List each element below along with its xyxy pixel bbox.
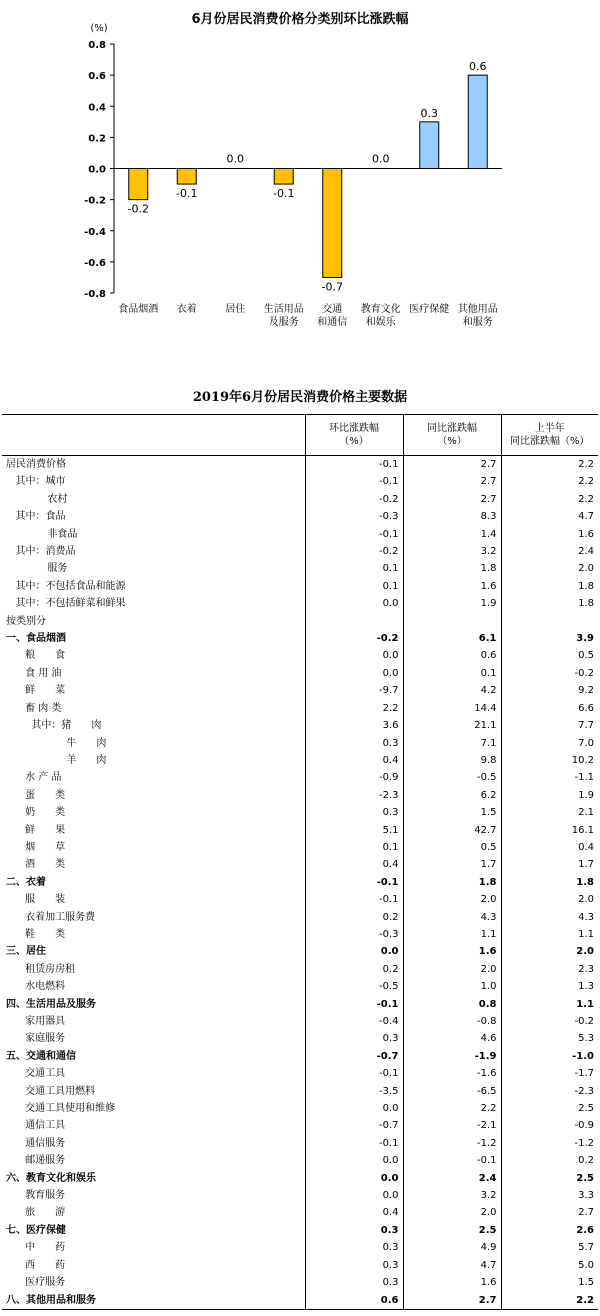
table-row	[2, 926, 598, 943]
ytd-value: 2.4	[501, 543, 598, 560]
mom-value: -0.1	[305, 874, 403, 891]
mom-value: -0.1	[305, 1135, 403, 1152]
table-row	[2, 787, 598, 804]
x-tick-label: 和服务	[462, 317, 493, 328]
row-label: 服 装	[6, 894, 66, 906]
bar-value-label: -0.2	[127, 202, 149, 216]
ytd-value: 5.3	[501, 1030, 598, 1047]
mom-value: 0.3	[305, 1257, 403, 1274]
row-label: 居民消费价格	[6, 459, 66, 470]
mom-value: -0.1	[305, 456, 403, 474]
mom-value: 0.0	[305, 1187, 403, 1204]
table-row	[2, 647, 598, 664]
y-tick-label: 0.2	[88, 133, 106, 145]
ytd-value: -1.1	[501, 769, 598, 786]
table-row	[2, 456, 598, 474]
ytd-value: -0.2	[501, 1013, 598, 1030]
mom-value: -0.1	[305, 473, 403, 490]
table-row	[2, 856, 598, 873]
yoy-value	[403, 613, 501, 630]
table-row	[2, 1222, 598, 1239]
ytd-value: 1.1	[501, 996, 598, 1013]
bar	[420, 122, 439, 169]
yoy-value: 2.4	[403, 1170, 501, 1187]
row-label: 烟 草	[6, 841, 66, 853]
table-row	[2, 473, 598, 490]
table-row	[2, 1239, 598, 1256]
mom-value: -0.2	[305, 491, 403, 508]
row-label: 服务	[6, 563, 68, 575]
yoy-value: 0.1	[403, 665, 501, 682]
table-row	[2, 1152, 598, 1169]
chart-title: 6月份居民消费价格分类别环比涨跌幅	[191, 12, 409, 27]
table-row	[2, 891, 598, 908]
mom-value: 0.6	[305, 1292, 403, 1310]
mom-value: 0.0	[305, 665, 403, 682]
table-row	[2, 1117, 598, 1134]
ytd-value: 2.2	[501, 1292, 598, 1310]
yoy-value: 8.3	[403, 508, 501, 525]
row-label: 交通工具	[6, 1068, 66, 1080]
yoy-value: 3.2	[403, 1187, 501, 1204]
yoy-value: 1.0	[403, 978, 501, 995]
table-row	[2, 543, 598, 560]
row-label: 非食品	[6, 528, 78, 540]
table-title: 2019年6月份居民消费价格主要数据	[192, 390, 408, 405]
ytd-value: 1.1	[501, 926, 598, 943]
mom-value: -0.1	[305, 526, 403, 543]
table-row	[2, 839, 598, 856]
ytd-value: 3.9	[501, 630, 598, 647]
mom-value: -0.2	[305, 543, 403, 560]
table-row	[2, 874, 598, 891]
table-row	[2, 804, 598, 821]
row-label: 教育服务	[6, 1190, 66, 1202]
header-text: （%）	[437, 436, 467, 447]
yoy-value: 4.2	[403, 682, 501, 699]
y-tick-label: -0.6	[84, 257, 106, 269]
table-row	[2, 1170, 598, 1187]
row-label: 租赁房房租	[6, 963, 76, 975]
mom-value: -0.1	[305, 891, 403, 908]
y-tick-label: 0.0	[88, 164, 106, 176]
table-row	[2, 822, 598, 839]
yoy-value: 0.5	[403, 839, 501, 856]
ytd-value: 2.2	[501, 491, 598, 508]
yoy-value: 9.8	[403, 752, 501, 769]
bar	[177, 169, 196, 185]
row-label: 其中：消费品	[6, 546, 76, 558]
ytd-value: -1.7	[501, 1065, 598, 1082]
x-tick-label: 衣着	[176, 304, 197, 315]
x-tick-label: 医疗保健	[409, 304, 450, 315]
table-row	[2, 613, 598, 630]
table-row	[2, 1135, 598, 1152]
yoy-value: 21.1	[403, 717, 501, 734]
row-label: 按类别分	[6, 615, 46, 627]
mom-value: -0.4	[305, 1013, 403, 1030]
mom-value: -3.5	[305, 1083, 403, 1100]
row-label: 水电燃料	[6, 981, 66, 993]
bar-value-label: -0.7	[321, 280, 343, 294]
yoy-value: -2.1	[403, 1117, 501, 1134]
ytd-value: 1.8	[501, 595, 598, 612]
mom-value: 0.3	[305, 1222, 403, 1239]
mom-value: 0.4	[305, 752, 403, 769]
ytd-value: 16.1	[501, 822, 598, 839]
yoy-value: -6.5	[403, 1083, 501, 1100]
mom-value: 2.2	[305, 700, 403, 717]
mom-value: 0.3	[305, 1239, 403, 1256]
table-row	[2, 508, 598, 525]
ytd-value: 3.3	[501, 1187, 598, 1204]
header-text: （%）	[339, 436, 369, 447]
yoy-value: 3.2	[403, 543, 501, 560]
row-label: 酒 类	[6, 859, 66, 871]
cpi-data-table	[2, 414, 598, 1310]
row-label: 西 药	[6, 1259, 66, 1271]
y-tick-label: 0.6	[88, 71, 106, 83]
mom-value: -0.1	[305, 996, 403, 1013]
yoy-value: 4.6	[403, 1030, 501, 1047]
ytd-value: 1.7	[501, 856, 598, 873]
ytd-value: 1.5	[501, 1274, 598, 1291]
header-cell	[2, 415, 305, 456]
ytd-value	[501, 613, 598, 630]
row-label: 奶 类	[6, 807, 66, 819]
mom-value: -2.3	[305, 787, 403, 804]
row-label: 邮递服务	[6, 1155, 66, 1167]
ytd-value: 2.5	[501, 1100, 598, 1117]
row-label: 交通工具用燃料	[6, 1085, 96, 1097]
row-label: 鲜 果	[6, 824, 66, 836]
yoy-value: 0.8	[403, 996, 501, 1013]
mom-value: -0.7	[305, 1117, 403, 1134]
bar-chart	[0, 0, 600, 340]
mom-value: 0.1	[305, 560, 403, 577]
ytd-value: -1.0	[501, 1048, 598, 1065]
row-label: 其中：城市	[6, 476, 66, 488]
header-text: 上半年	[534, 423, 565, 434]
mom-value: 0.3	[305, 735, 403, 752]
table-row	[2, 682, 598, 699]
header-text: 环比涨跌幅	[329, 423, 379, 434]
bar-value-label: 0.3	[420, 106, 438, 120]
mom-value: 5.1	[305, 822, 403, 839]
row-label: 羊 肉	[6, 754, 107, 766]
y-axis-unit: (%)	[90, 23, 108, 34]
table-row	[2, 578, 598, 595]
table-row	[2, 1013, 598, 1030]
ytd-value: 2.6	[501, 1222, 598, 1239]
row-label: 蛋 类	[6, 789, 66, 801]
row-label: 农村	[6, 493, 68, 505]
yoy-value: -0.8	[403, 1013, 501, 1030]
mom-value: 0.0	[305, 647, 403, 664]
yoy-value: -0.1	[403, 1152, 501, 1169]
mom-value: -0.9	[305, 769, 403, 786]
mom-value: -0.7	[305, 1048, 403, 1065]
x-tick-label: 交通	[322, 304, 343, 315]
row-label: 其中：不包括鲜菜和鲜果	[6, 598, 126, 610]
row-label: 六、教育文化和娱乐	[6, 1172, 96, 1184]
yoy-value: 4.7	[403, 1257, 501, 1274]
yoy-value: -0.5	[403, 769, 501, 786]
table-row	[2, 1100, 598, 1117]
yoy-value: 1.7	[403, 856, 501, 873]
ytd-value: 2.1	[501, 804, 598, 821]
mom-value: 0.4	[305, 1204, 403, 1221]
yoy-value: 2.0	[403, 961, 501, 978]
row-label: 七、医疗保健	[6, 1224, 66, 1236]
mom-value: -0.1	[305, 1065, 403, 1082]
y-tick-label: -0.2	[84, 195, 106, 207]
yoy-value: -1.2	[403, 1135, 501, 1152]
yoy-value: 2.0	[403, 1204, 501, 1221]
bar-value-label: -0.1	[176, 187, 198, 201]
x-tick-label: 和娱乐	[365, 317, 396, 328]
mom-value: -0.3	[305, 926, 403, 943]
yoy-value: 6.1	[403, 630, 501, 647]
ytd-value: 7.7	[501, 717, 598, 734]
ytd-value: 9.2	[501, 682, 598, 699]
yoy-value: 6.2	[403, 787, 501, 804]
table-row	[2, 735, 598, 752]
y-tick-label: -0.8	[84, 289, 106, 300]
header-cell	[305, 415, 403, 456]
table-row	[2, 1274, 598, 1291]
table-row	[2, 491, 598, 508]
bar-value-label: 0.6	[469, 60, 487, 74]
ytd-value: 1.8	[501, 874, 598, 891]
table-row	[2, 630, 598, 647]
ytd-value: 2.2	[501, 473, 598, 490]
row-label: 鲜 菜	[6, 685, 66, 697]
row-label: 通信服务	[6, 1137, 66, 1149]
table-row	[2, 560, 598, 577]
mom-value: 0.0	[305, 1170, 403, 1187]
ytd-value: 1.3	[501, 978, 598, 995]
header-cell	[403, 415, 501, 456]
mom-value: 0.2	[305, 909, 403, 926]
ytd-value: 1.8	[501, 578, 598, 595]
mom-value: 0.0	[305, 1100, 403, 1117]
mom-value: 0.3	[305, 804, 403, 821]
table-body	[2, 456, 598, 1310]
header-text: 同比涨跌幅	[427, 423, 477, 434]
ytd-value: -0.2	[501, 665, 598, 682]
mom-value: -9.7	[305, 682, 403, 699]
table-row	[2, 943, 598, 960]
ytd-value: 5.7	[501, 1239, 598, 1256]
ytd-value: 6.6	[501, 700, 598, 717]
table-row	[2, 595, 598, 612]
x-tick-label: 居住	[225, 304, 246, 315]
ytd-value: 7.0	[501, 735, 598, 752]
header-cell	[501, 415, 598, 456]
ytd-value: 1.6	[501, 526, 598, 543]
mom-value	[305, 613, 403, 630]
yoy-value: 4.3	[403, 909, 501, 926]
ytd-value: -2.3	[501, 1083, 598, 1100]
y-tick-label: 0.4	[88, 102, 106, 114]
table-row	[2, 909, 598, 926]
mom-value: 0.0	[305, 943, 403, 960]
bar	[274, 169, 293, 185]
bar	[468, 75, 487, 168]
y-tick-label: 0.8	[88, 40, 106, 51]
table-row	[2, 1030, 598, 1047]
ytd-value: 10.2	[501, 752, 598, 769]
yoy-value: 0.6	[403, 647, 501, 664]
x-tick-label: 和通信	[317, 317, 348, 328]
mom-value: 0.2	[305, 961, 403, 978]
yoy-value: 2.0	[403, 891, 501, 908]
table-row	[2, 978, 598, 995]
mom-value: -0.2	[305, 630, 403, 647]
yoy-value: 4.9	[403, 1239, 501, 1256]
yoy-value: 1.5	[403, 804, 501, 821]
yoy-value: 2.7	[403, 1292, 501, 1310]
yoy-value: 7.1	[403, 735, 501, 752]
table-row	[2, 526, 598, 543]
row-label: 八、其他用品和服务	[2, 1292, 305, 1310]
table-row	[2, 665, 598, 682]
ytd-value: 2.0	[501, 891, 598, 908]
ytd-value: 2.0	[501, 560, 598, 577]
x-tick-label: 生活用品	[263, 304, 304, 315]
row-label: 五、交通和通信	[6, 1050, 76, 1062]
table-row	[2, 961, 598, 978]
ytd-value: 4.7	[501, 508, 598, 525]
row-label: 牛 肉	[6, 737, 107, 749]
row-label: 旅 游	[6, 1207, 66, 1219]
table-row	[2, 996, 598, 1013]
ytd-value: 2.5	[501, 1170, 598, 1187]
x-tick-label: 其他用品	[457, 304, 498, 315]
table-row	[2, 1083, 598, 1100]
row-label: 鞋 类	[6, 928, 66, 940]
row-label: 其中：猪 肉	[6, 720, 102, 732]
ytd-value: 5.0	[501, 1257, 598, 1274]
table-row	[2, 1048, 598, 1065]
mom-value: 3.6	[305, 717, 403, 734]
yoy-value: -1.9	[403, 1048, 501, 1065]
row-label: 其中：不包括食品和能源	[6, 580, 126, 592]
table-row	[2, 769, 598, 786]
ytd-value: 2.0	[501, 943, 598, 960]
ytd-value: -1.2	[501, 1135, 598, 1152]
mom-value: -0.5	[305, 978, 403, 995]
ytd-value: 0.4	[501, 839, 598, 856]
ytd-value: -0.9	[501, 1117, 598, 1134]
row-label: 一、食品烟酒	[6, 633, 66, 645]
yoy-value: 14.4	[403, 700, 501, 717]
yoy-value: 2.2	[403, 1100, 501, 1117]
table-row	[2, 717, 598, 734]
mom-value: 0.3	[305, 1030, 403, 1047]
table-row	[2, 1204, 598, 1221]
x-tick-label: 教育文化	[360, 304, 401, 315]
bar-value-label: 0.0	[226, 152, 244, 166]
yoy-value: -1.6	[403, 1065, 501, 1082]
row-label: 通信工具	[6, 1120, 66, 1132]
ytd-value: 4.3	[501, 909, 598, 926]
yoy-value: 1.4	[403, 526, 501, 543]
x-tick-label: 食品烟酒	[118, 304, 159, 315]
yoy-value: 1.8	[403, 874, 501, 891]
mom-value: 0.3	[305, 1274, 403, 1291]
ytd-value: 1.9	[501, 787, 598, 804]
row-label: 中 药	[6, 1242, 66, 1254]
bar-value-label: 0.0	[372, 152, 390, 166]
ytd-value: 2.2	[501, 456, 598, 474]
row-label: 家庭服务	[6, 1033, 66, 1045]
yoy-value: 2.7	[403, 491, 501, 508]
yoy-value: 1.6	[403, 1274, 501, 1291]
table-row	[2, 1187, 598, 1204]
yoy-value: 1.8	[403, 560, 501, 577]
mom-value: 0.1	[305, 839, 403, 856]
mom-value: 0.1	[305, 578, 403, 595]
row-label: 其中：食品	[6, 511, 66, 523]
yoy-value: 2.7	[403, 456, 501, 474]
row-label: 交通工具使用和维修	[6, 1103, 116, 1115]
table-header	[2, 415, 598, 456]
row-label: 食 用 油	[6, 667, 62, 679]
yoy-value: 1.6	[403, 578, 501, 595]
row-label: 四、生活用品及服务	[6, 998, 96, 1010]
table-row	[2, 752, 598, 769]
ytd-value: 2.3	[501, 961, 598, 978]
y-tick-label: -0.4	[84, 226, 106, 238]
table-row	[2, 700, 598, 717]
table-row	[2, 1065, 598, 1082]
yoy-value: 2.7	[403, 473, 501, 490]
row-label: 水 产 品	[6, 772, 62, 784]
yoy-value: 2.5	[403, 1222, 501, 1239]
row-label: 医疗服务	[6, 1277, 66, 1289]
mom-value: 0.0	[305, 595, 403, 612]
yoy-value: 42.7	[403, 822, 501, 839]
yoy-value: 1.9	[403, 595, 501, 612]
ytd-value: 0.5	[501, 647, 598, 664]
ytd-value: 2.7	[501, 1204, 598, 1221]
header-text: 同比涨跌幅（%）	[509, 436, 590, 447]
mom-value: -0.3	[305, 508, 403, 525]
ytd-value: 0.2	[501, 1152, 598, 1169]
row-label: 二、衣着	[6, 876, 46, 888]
mom-value: 0.0	[305, 1152, 403, 1169]
bar-value-label: -0.1	[273, 187, 295, 201]
yoy-value: 1.6	[403, 943, 501, 960]
bar	[129, 169, 148, 200]
table-row	[2, 1292, 598, 1310]
mom-value: 0.4	[305, 856, 403, 873]
bar	[323, 169, 342, 278]
yoy-value: 1.1	[403, 926, 501, 943]
row-label: 畜 肉 类	[6, 702, 62, 714]
row-label: 粮 食	[6, 650, 66, 662]
row-label: 衣着加工服务费	[6, 911, 96, 923]
table-row	[2, 1257, 598, 1274]
x-tick-label: 及服务	[268, 317, 299, 328]
row-label: 家用器具	[6, 1016, 66, 1027]
row-label: 三、居住	[6, 946, 46, 958]
